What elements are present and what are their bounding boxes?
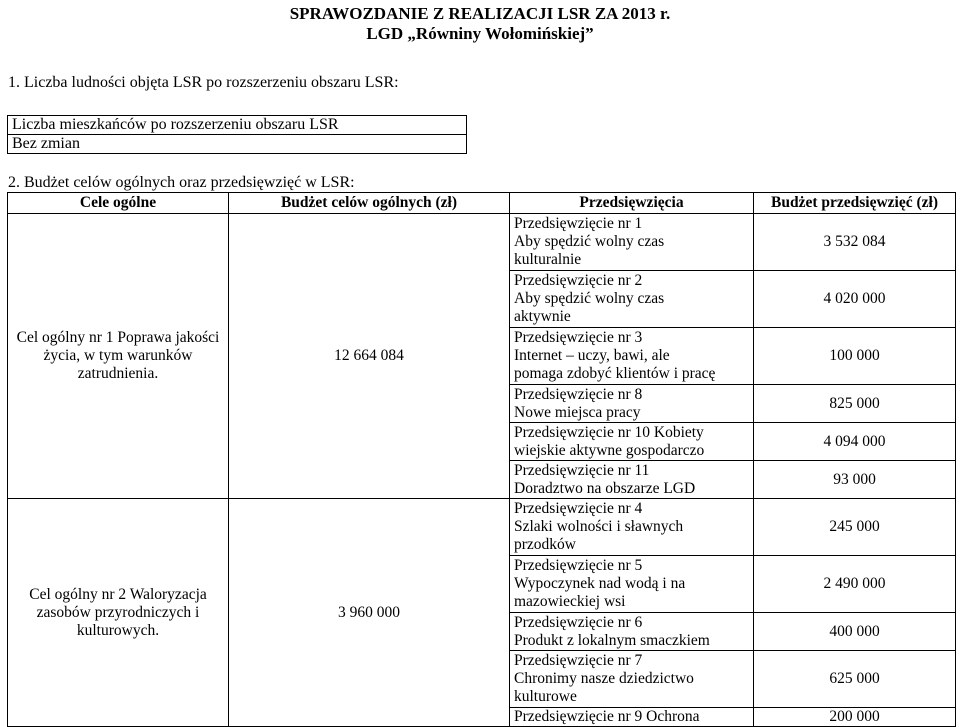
project-budget: 245 000 [754,499,956,556]
project-budget: 4 094 000 [754,423,956,461]
goal-name: Cel ogólny nr 2 Waloryzacja zasobów przyrodniczych i kulturowych. [8,499,229,727]
population-label: Liczba mieszkańców po rozszerzeniu obszaru LSR [8,116,467,135]
section1-title: 1. Liczba ludności objęta LSR po rozszerzeniu obszaru LSR: [8,74,399,91]
report-subtitle: LGD „Równiny Wołomińskiej” [366,24,594,43]
project-name: Przedsięwzięcie nr 9 Ochrona [510,708,754,727]
project-budget: 2 490 000 [754,556,956,613]
section2-title: 2. Budżet celów ogólnych oraz przedsięwzięć w LSR: [8,174,355,191]
project-budget: 625 000 [754,651,956,708]
project-name: Przedsięwzięcie nr 7 Chronimy nasze dziedzictwo kulturowe [510,651,754,708]
project-budget: 400 000 [754,613,956,651]
project-budget: 100 000 [754,328,956,385]
goal-budget: 3 960 000 [229,499,510,727]
project-budget: 4 020 000 [754,271,956,328]
table-row [8,135,467,154]
project-name: Przedsięwzięcie nr 10 Kobiety wiejskie aktywne gospodarczo [510,423,754,461]
project-name: Przedsięwzięcie nr 2 Aby spędzić wolny czas aktywnie [510,271,754,328]
project-budget: 3 532 084 [754,214,956,271]
population-value: Bez zmian [8,135,467,154]
project-name: Przedsięwzięcie nr 3 Internet – uczy, bawi, ale pomaga zdobyć klientów i pracę [510,328,754,385]
column-header: Przedsięwzięcia [510,193,754,214]
project-name: Przedsięwzięcie nr 5 Wypoczynek nad wodą i na mazowieckiej wsi [510,556,754,613]
project-budget: 93 000 [754,461,956,499]
column-header: Cele ogólne [8,193,229,214]
budget-table [7,192,956,727]
goal-name: Cel ogólny nr 1 Poprawa jakości życia, w tym warunków zatrudnienia. [8,214,229,499]
table-row [8,214,956,271]
table-row [8,499,956,556]
table-row [8,116,467,135]
column-header: Budżet celów ogólnych (zł) [229,193,510,214]
project-name: Przedsięwzięcie nr 4 Szlaki wolności i sławnych przodków [510,499,754,556]
goal-budget: 12 664 084 [229,214,510,499]
report-title: SPRAWOZDANIE Z REALIZACJI LSR ZA 2013 r. [289,4,671,23]
project-name: Przedsięwzięcie nr 11 Doradztwo na obszarze LGD [510,461,754,499]
project-name: Przedsięwzięcie nr 8 Nowe miejsca pracy [510,385,754,423]
project-name: Przedsięwzięcie nr 6 Produkt z lokalnym smaczkiem [510,613,754,651]
population-table [7,115,467,154]
project-budget: 200 000 [754,708,956,727]
table-header-row [8,193,956,214]
column-header: Budżet przedsięwzięć (zł) [754,193,956,214]
project-name: Przedsięwzięcie nr 1 Aby spędzić wolny czas kulturalnie [510,214,754,271]
project-budget: 825 000 [754,385,956,423]
